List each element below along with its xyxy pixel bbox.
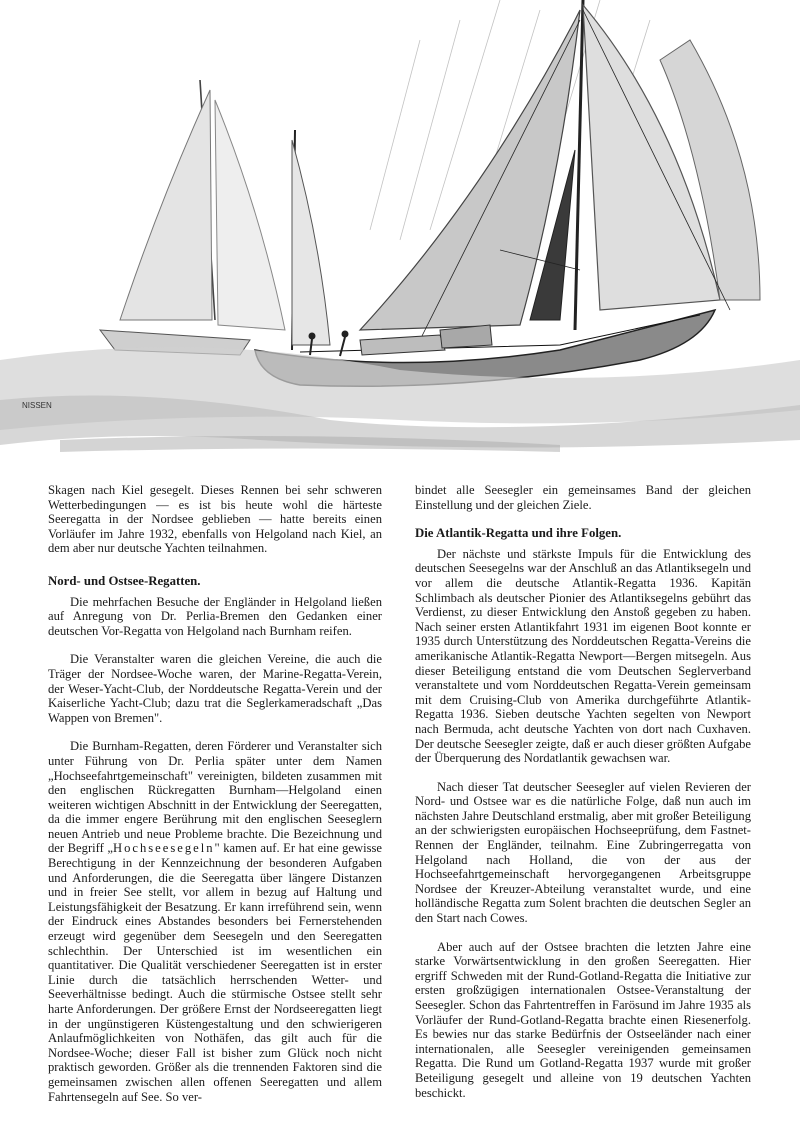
spaced-term: Hochseesegeln	[112, 841, 215, 856]
section-heading-nord-ostsee: Nord- und Ostsee-Regatten.	[48, 573, 201, 588]
left-column	[48, 483, 382, 1118]
distant-yacht	[100, 80, 285, 355]
paragraph: Aber auch auf der Ostsee brachten die letzten Jahre eine starke Vorwärtsentwicklung in den großen Seeregatten. Hier ergriff Schweden mit der Rund-Gotland-Regatta die Initiative zur ersten großzügigen internationalen Ostsee-Veranstaltung der Seesegler. Schon das Fahrtentreffen in Farösund im Jahre 1935 als Vorläufer der Rund-Gotland-Regatta brachte einen Riesenerfolg. Es bewies nur das starke Bedürfnis der Ostseeländer nach einer internationalen, alle Seesegler vereinigenden gemeinsamen Regatta. Die Rund um Gotland-Regatta 1937 wurde mit großer Beteiligung gesegelt und alleine von 19 deutschen Yachten beschickt.	[415, 939, 751, 1100]
paragraph: Der nächste und stärkste Impuls für die Entwicklung des deutschen Seesegelns war der Anschluß an das Atlantiksegeln und vor allem die deutsche Atlantik-Regatta 1936. Kapitän Schlimbach als deutscher Pionier des Atlantiksegelns gebührt das Verdienst, zu dieser Entwicklung den Anstoß gegeben zu haben. Nach seiner ersten Atlantikfahrt 1931 im eigenen Boot konnte er 1935 durch Unterstützung des Norddeutschen Regatta-Vereins die amerikanische Atlantik-Regatta Newport—Bergen mitsegeln. Aus dieser Beteiligung entstand die vom Deutschen Seglerverband veranstaltete und vom Norddeutschen Regatta-Verein gemeinsam mit dem Cruising-Club von Amerika durchgeführte Atlantik-Regatta 1936. Sieben deutsche Yachten segelten von Newport nach Bermuda, acht deutsche Yachten von dort nach Cuxhaven. Der deutsche Seesegler zeigte, daß er auch dieser größten Aufgabe der Überquerung des Nordatlantik gewachsen war.	[415, 546, 751, 766]
paragraph-text: " kamen auf. Er hat eine gewisse Berechtigung in der Kennzeichnung der besonderen Aufgaben und Anforderungen, die die Seeregatta über längere Distanzen und in freier See stellt, vor allem in bezug auf Haltung und Leistungsfähigkeit der Besatzung. Er kann irreführend sein, wenn der Eindruck eines Abstandes besonders bei Fernerstehenden erzeugt wird gegenüber dem Seesegeln und den Seeregatten schlechthin. Der Unterschied ist im wesentlichen ein quantitativer. Die Qualität verschiedener Seeregatten ist in erster Linie durch die tatsächlich herrschenden Wetter- und Seeverhältnisse bedingt. Auch die stürmische Ostsee stellt sehr harte Anforderungen. Der größere Ernst der Nordseeregatten liegt in der ungünstigeren Küstengestaltung und den schwierigeren Anlaufmöglichkeiten von Nothäfen, das gilt auch für die Nordsee-Woche; dieser Fall ist bisher zum Glück noch nicht praktisch geworden. Größer als die trennenden Faktoren sind die gemeinsamen zwischen allen offenen Seeregatten und allem Fahrtensegeln auf See. So ver-	[48, 841, 383, 1104]
main-yacht	[255, 0, 760, 386]
paragraph: Skagen nach Kiel gesegelt. Dieses Rennen bei sehr schweren Wetterbedingungen — es ist bis heute wohl die härteste Seeregatta in der Nordsee geblieben — hatte bereits einen Vorläufer im Jahre 1932, ebenfalls von Helgoland nach Kiel, an dem aber nur deutsche Yachten teilnahmen.	[48, 483, 382, 556]
paragraph	[48, 739, 382, 1104]
paragraph: bindet alle Seesegler ein gemeinsames Band der gleichen Einstellung und der gleichen Ziele.	[415, 483, 751, 512]
paragraph-text: Die Burnham-Regatten, deren Förderer und Veranstalter sich unter Führung von Dr. Perlia später unter dem Namen „Hochseefahrtgemeinschaft" vereinigten, bildeten zusammen mit den englischen Rückregatten Burnham—Helgoland einen weiteren wichtigen Abschnitt in der Entwicklung der Seeregatten, da die immer engere Berührung mit den englischen Seeseglern neuen Antrieb und neue Probleme brachte. Die Bezeichnung und der Begriff „	[48, 739, 382, 856]
paragraph: Die mehrfachen Besuche der Engländer in Helgoland ließen auf Anregung von Dr. Perlia-Bremen den Gedanken einer deutschen Vor-Regatta von Helgoland nach Burnham reifen.	[48, 594, 382, 638]
sailing-yacht-illustration	[0, 0, 800, 460]
paragraph: Nach dieser Tat deutscher Seesegler auf vielen Revieren der Nord- und Ostsee war es die natürliche Folge, daß nun auch im nächsten Jahre Deutschland erstmalig, aber mit großer Beteiligung an der schwierigsten europäischen Hochseeprüfung, dem Fastnet-Rennen der Engländer, teilnahm. Eine Zubringerregatta von Helgoland nach Holland, die von der aus der Hochseefahrtgemeinschaft hervorgegangenen Arbeitsgruppe Nordsee der Kreuzer-Abteilung veranstaltet wurde, und eine holländische Regatta zum Solent brachten die deutschen Segler an den Start nach Cowes.	[415, 779, 751, 926]
section-heading-atlantik: Die Atlantik-Regatta und ihre Folgen.	[415, 526, 622, 541]
paragraph: Die Veranstalter waren die gleichen Vereine, die auch die Träger der Nordsee-Woche waren, der Marine-Regatta-Verein, der Weser-Yacht-Club, der Norddeutsche Regatta-Verein und der Kaiserliche Yacht-Club; dazu trat die Seglerkameradschaft „Das Wappen von Bremen".	[48, 652, 382, 725]
right-column	[415, 483, 751, 1114]
illustration-signature: NISSEN	[22, 401, 52, 410]
